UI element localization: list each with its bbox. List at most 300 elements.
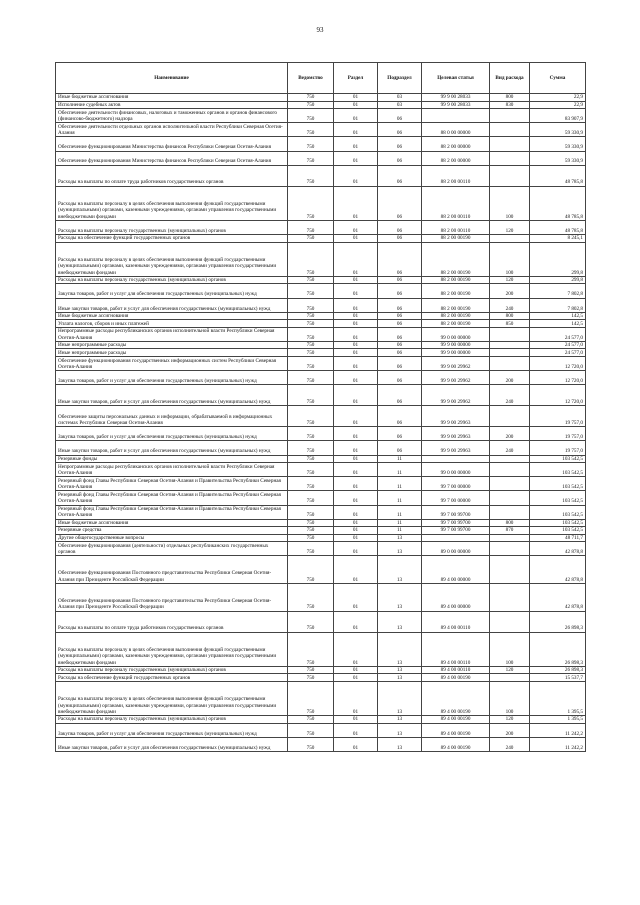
- row-expense-type: [490, 556, 530, 584]
- row-amount: 11 242,2: [530, 723, 586, 737]
- row-amount: 142,5: [530, 320, 586, 328]
- row-section: 01: [334, 349, 378, 357]
- row-target-article: 88 2 00 00190: [422, 312, 490, 320]
- row-subsection: 11: [378, 505, 422, 519]
- row-department: 750: [288, 151, 334, 165]
- row-expense-type: [490, 137, 530, 151]
- row-target-article: 88 2 00 00110: [422, 165, 490, 186]
- row-subsection: 06: [378, 406, 422, 427]
- row-target-article: 88 2 00 00190: [422, 276, 490, 284]
- table-row: [56, 165, 586, 186]
- row-amount: 22,9: [530, 101, 586, 109]
- row-target-article: 99 9 00 28033: [422, 94, 490, 102]
- row-name: Расходы на выплаты персоналу государственных (муниципальных) органов: [56, 220, 288, 234]
- row-amount: 59 330,9: [530, 151, 586, 165]
- row-amount: 103 542,5: [530, 527, 586, 535]
- table-row: [56, 151, 586, 165]
- row-expense-type: [490, 165, 530, 186]
- row-amount: 26 898,3: [530, 666, 586, 674]
- row-subsection: 03: [378, 101, 422, 109]
- row-subsection: 06: [378, 276, 422, 284]
- row-target-article: [422, 455, 490, 463]
- row-amount: 42 878,8: [530, 542, 586, 556]
- row-name: Расходы на выплаты персоналу в целях обеспечения выполнения функций государственными (муниципальными) органами, казенными учреждениями, органами управления государственными внебюджетными фондами: [56, 681, 288, 715]
- row-amount: 12 720,0: [530, 371, 586, 385]
- row-subsection: 06: [378, 220, 422, 234]
- row-expense-type: [490, 674, 530, 682]
- row-target-article: 89 4 00 00190: [422, 723, 490, 737]
- table-row: [56, 491, 586, 505]
- row-amount: 142,5: [530, 312, 586, 320]
- row-department: 750: [288, 165, 334, 186]
- row-amount: 42 878,8: [530, 584, 586, 612]
- row-expense-type: 830: [490, 101, 530, 109]
- row-target-article: 99 9 00 00000: [422, 341, 490, 349]
- table-row: [56, 666, 586, 674]
- row-department: 750: [288, 611, 334, 632]
- row-target-article: 88 2 00 00190: [422, 284, 490, 298]
- row-target-article: 89 4 00 00110: [422, 611, 490, 632]
- row-name: Обеспечение функционирования государственных информационных систем Республики Северная Осетия-Алания: [56, 356, 288, 370]
- row-section: 01: [334, 94, 378, 102]
- row-department: 750: [288, 94, 334, 102]
- row-department: 750: [288, 320, 334, 328]
- row-section: 01: [334, 220, 378, 234]
- row-section: 01: [334, 341, 378, 349]
- row-expense-type: 120: [490, 716, 530, 724]
- row-subsection: 06: [378, 385, 422, 406]
- row-expense-type: 100: [490, 186, 530, 220]
- row-target-article: [422, 109, 490, 123]
- row-section: 01: [334, 505, 378, 519]
- row-section: 01: [334, 632, 378, 666]
- row-amount: 59 330,9: [530, 123, 586, 137]
- row-name: Иные непрограммные расходы: [56, 349, 288, 357]
- row-subsection: 11: [378, 463, 422, 477]
- row-expense-type: 120: [490, 220, 530, 234]
- row-expense-type: [490, 455, 530, 463]
- row-expense-type: [490, 542, 530, 556]
- row-subsection: 03: [378, 94, 422, 102]
- row-expense-type: 800: [490, 312, 530, 320]
- row-subsection: 06: [378, 137, 422, 151]
- table-row: [56, 276, 586, 284]
- row-target-article: 88 2 00 00000: [422, 151, 490, 165]
- table-row: [56, 349, 586, 357]
- row-target-article: 99 9 00 29962: [422, 385, 490, 406]
- row-expense-type: [490, 123, 530, 137]
- row-name: Закупка товаров, работ и услуг для обеспечения государственных (муниципальных) нужд: [56, 284, 288, 298]
- row-section: 01: [334, 455, 378, 463]
- row-section: 01: [334, 477, 378, 491]
- table-row: [56, 242, 586, 276]
- row-amount: 48 785,8: [530, 186, 586, 220]
- row-section: 01: [334, 519, 378, 527]
- row-subsection: 06: [378, 242, 422, 276]
- row-section: 01: [334, 666, 378, 674]
- row-amount: 15 537,7: [530, 674, 586, 682]
- row-amount: 7 802,8: [530, 298, 586, 312]
- row-target-article: 99 7 00 99700: [422, 505, 490, 519]
- row-expense-type: 850: [490, 320, 530, 328]
- row-name: Расходы на выплаты персоналу в целях обеспечения выполнения функций государственными (муниципальными) органами, казенными учреждениями, органами управления государственными внебюджетными фондами: [56, 242, 288, 276]
- row-subsection: 13: [378, 611, 422, 632]
- row-department: 750: [288, 220, 334, 234]
- row-section: 01: [334, 298, 378, 312]
- row-subsection: 11: [378, 477, 422, 491]
- row-name: Уплата налогов, сборов и иных платежей: [56, 320, 288, 328]
- row-section: 01: [334, 681, 378, 715]
- row-amount: 103 542,5: [530, 477, 586, 491]
- row-target-article: 89 4 00 00000: [422, 584, 490, 612]
- row-subsection: 06: [378, 186, 422, 220]
- row-expense-type: 240: [490, 737, 530, 751]
- row-expense-type: 100: [490, 242, 530, 276]
- row-name: Расходы на выплаты по оплате труда работников государственных органов: [56, 611, 288, 632]
- row-expense-type: [490, 341, 530, 349]
- row-subsection: 06: [378, 298, 422, 312]
- row-name: Резервный фонд Главы Республики Северная Осетия-Алания и Правительства Республики Северная Осетия-Алания: [56, 505, 288, 519]
- row-section: 01: [334, 165, 378, 186]
- row-department: 750: [288, 527, 334, 535]
- header-amount: Сумма: [530, 63, 586, 94]
- row-amount: 26 898,3: [530, 632, 586, 666]
- row-department: 750: [288, 341, 334, 349]
- row-department: 750: [288, 632, 334, 666]
- row-subsection: 06: [378, 441, 422, 455]
- row-department: 750: [288, 737, 334, 751]
- row-name: Закупка товаров, работ и услуг для обеспечения государственных (муниципальных) нужд: [56, 427, 288, 441]
- row-subsection: 06: [378, 349, 422, 357]
- table-row: [56, 737, 586, 751]
- table-row: [56, 298, 586, 312]
- row-expense-type: [490, 327, 530, 341]
- row-name: Расходы на выплаты персоналу государственных (муниципальных) органов: [56, 276, 288, 284]
- table-row: [56, 123, 586, 137]
- row-section: 01: [334, 137, 378, 151]
- row-name: Обеспечение защиты персональных данных и информации, обрабатываемой в информационных системах Республики Северная Осетия-Алания: [56, 406, 288, 427]
- row-section: 01: [334, 534, 378, 542]
- row-department: 750: [288, 519, 334, 527]
- row-department: 750: [288, 723, 334, 737]
- row-department: 750: [288, 406, 334, 427]
- row-amount: 24 577,0: [530, 349, 586, 357]
- row-target-article: 99 9 00 00000: [422, 349, 490, 357]
- row-amount: 12 720,0: [530, 356, 586, 370]
- row-subsection: 11: [378, 455, 422, 463]
- row-target-article: 99 9 00 29963: [422, 427, 490, 441]
- row-department: 750: [288, 242, 334, 276]
- row-target-article: 99 0 00 00000: [422, 327, 490, 341]
- row-expense-type: 200: [490, 427, 530, 441]
- row-name: Иные закупки товаров, работ и услуг для обеспечения государственных (муниципальных) нужд: [56, 298, 288, 312]
- row-section: 01: [334, 312, 378, 320]
- row-name: Исполнение судебных актов: [56, 101, 288, 109]
- row-name: Обеспечение функционирования Министерства финансов Республики Северная Осетия-Алания: [56, 151, 288, 165]
- table-row: [56, 681, 586, 715]
- row-name: Расходы на выплаты персоналу государственных (муниципальных) органов: [56, 716, 288, 724]
- row-amount: 19 757,0: [530, 406, 586, 427]
- row-amount: 299,8: [530, 242, 586, 276]
- row-section: 01: [334, 556, 378, 584]
- table-row: [56, 716, 586, 724]
- row-name: Иные закупки товаров, работ и услуг для обеспечения государственных (муниципальных) нужд: [56, 737, 288, 751]
- row-amount: 22,9: [530, 94, 586, 102]
- row-subsection: 11: [378, 491, 422, 505]
- row-section: 01: [334, 101, 378, 109]
- row-expense-type: 200: [490, 723, 530, 737]
- table-row: [56, 723, 586, 737]
- row-name: Иные бюджетные ассигнования: [56, 94, 288, 102]
- row-amount: 1 395,5: [530, 681, 586, 715]
- row-target-article: 99 9 00 28033: [422, 101, 490, 109]
- row-expense-type: 800: [490, 94, 530, 102]
- table-row: [56, 584, 586, 612]
- row-subsection: 11: [378, 519, 422, 527]
- table-row: [56, 284, 586, 298]
- row-target-article: 99 0 00 00000: [422, 463, 490, 477]
- header-expense-type: Вид расхода: [490, 63, 530, 94]
- table-row: [56, 320, 586, 328]
- row-amount: 103 542,5: [530, 505, 586, 519]
- row-subsection: 13: [378, 632, 422, 666]
- row-expense-type: 120: [490, 276, 530, 284]
- row-section: 01: [334, 320, 378, 328]
- row-target-article: 88 2 00 00190: [422, 298, 490, 312]
- table-row: [56, 406, 586, 427]
- row-department: 750: [288, 137, 334, 151]
- row-target-article: 88 2 00 00110: [422, 186, 490, 220]
- table-row: [56, 477, 586, 491]
- row-subsection: 13: [378, 723, 422, 737]
- row-department: 750: [288, 123, 334, 137]
- row-department: 750: [288, 455, 334, 463]
- row-name: Расходы на обеспечение функций государственных органов: [56, 235, 288, 243]
- row-expense-type: 240: [490, 385, 530, 406]
- row-subsection: 06: [378, 327, 422, 341]
- table-row: [56, 505, 586, 519]
- row-target-article: 99 7 00 99700: [422, 519, 490, 527]
- row-target-article: 88 2 00 00190: [422, 320, 490, 328]
- row-department: 750: [288, 674, 334, 682]
- row-target-article: 99 9 00 29962: [422, 371, 490, 385]
- row-amount: 48 785,8: [530, 165, 586, 186]
- table-row: [56, 611, 586, 632]
- row-expense-type: [490, 151, 530, 165]
- row-department: 750: [288, 327, 334, 341]
- row-name: Иные бюджетные ассигнования: [56, 312, 288, 320]
- row-target-article: 99 9 00 29962: [422, 356, 490, 370]
- row-subsection: 13: [378, 674, 422, 682]
- row-name: Обеспечение функционирования Министерства финансов Республики Северная Осетия-Алания: [56, 137, 288, 151]
- row-amount: 48 785,8: [530, 220, 586, 234]
- row-amount: 103 542,5: [530, 463, 586, 477]
- row-expense-type: [490, 406, 530, 427]
- row-amount: 299,8: [530, 276, 586, 284]
- page-number: 93: [316, 26, 324, 34]
- table-row: [56, 441, 586, 455]
- row-section: 01: [334, 356, 378, 370]
- table-row: [56, 109, 586, 123]
- row-amount: 59 330,9: [530, 137, 586, 151]
- row-section: 01: [334, 584, 378, 612]
- row-amount: 24 577,0: [530, 341, 586, 349]
- row-name: Закупка товаров, работ и услуг для обеспечения государственных (муниципальных) нужд: [56, 371, 288, 385]
- row-section: 01: [334, 611, 378, 632]
- row-name: Резервный фонд Главы Республики Северная Осетия-Алания и Правительства Республики Северная Осетия-Алания: [56, 491, 288, 505]
- row-target-article: 89 4 00 00190: [422, 716, 490, 724]
- row-department: 750: [288, 101, 334, 109]
- row-expense-type: [490, 109, 530, 123]
- row-name: Иные непрограммные расходы: [56, 341, 288, 349]
- row-section: 01: [334, 527, 378, 535]
- row-department: 750: [288, 441, 334, 455]
- row-expense-type: 200: [490, 371, 530, 385]
- table-row: [56, 356, 586, 370]
- row-name: Закупка товаров, работ и услуг для обеспечения государственных (муниципальных) нужд: [56, 723, 288, 737]
- table-row: [56, 101, 586, 109]
- row-department: 750: [288, 312, 334, 320]
- row-subsection: 13: [378, 556, 422, 584]
- row-section: 01: [334, 284, 378, 298]
- row-department: 750: [288, 349, 334, 357]
- row-amount: 103 542,5: [530, 519, 586, 527]
- row-name: Резервные средства: [56, 527, 288, 535]
- table-row: [56, 327, 586, 341]
- row-target-article: 99 7 00 00000: [422, 491, 490, 505]
- row-subsection: 13: [378, 534, 422, 542]
- row-subsection: 13: [378, 737, 422, 751]
- row-expense-type: [490, 505, 530, 519]
- table-row: [56, 385, 586, 406]
- row-amount: 12 720,0: [530, 385, 586, 406]
- row-expense-type: 800: [490, 519, 530, 527]
- header-section: Раздел: [334, 63, 378, 94]
- row-section: 01: [334, 327, 378, 341]
- row-name: Расходы на выплаты персоналу государственных (муниципальных) органов: [56, 666, 288, 674]
- row-target-article: 89 4 00 00190: [422, 681, 490, 715]
- header-subsection: Подраздел: [378, 63, 422, 94]
- row-department: 750: [288, 276, 334, 284]
- row-target-article: 99 9 00 29963: [422, 441, 490, 455]
- row-target-article: 88 2 00 00190: [422, 242, 490, 276]
- row-section: 01: [334, 186, 378, 220]
- row-department: 750: [288, 542, 334, 556]
- table-row: [56, 463, 586, 477]
- row-name: Обеспечение деятельности финансовых, налоговых и таможенных органов и органов финансового (финансово-бюджетного) надзора: [56, 109, 288, 123]
- row-department: 750: [288, 109, 334, 123]
- row-amount: 24 577,0: [530, 327, 586, 341]
- table-row: [56, 632, 586, 666]
- row-subsection: 13: [378, 666, 422, 674]
- table-row: [56, 341, 586, 349]
- row-section: 01: [334, 723, 378, 737]
- row-subsection: 06: [378, 123, 422, 137]
- row-section: 01: [334, 674, 378, 682]
- row-name: Обеспечение деятельности отдельных органов исполнительной власти Республики Северная Осетия-Алания: [56, 123, 288, 137]
- row-amount: 7 802,8: [530, 284, 586, 298]
- table-row: [56, 527, 586, 535]
- row-department: 750: [288, 284, 334, 298]
- header-department: Ведомство: [288, 63, 334, 94]
- table-row: [56, 371, 586, 385]
- row-subsection: 13: [378, 584, 422, 612]
- row-name: Резервный фонд Главы Республики Северная Осетия-Алания и Правительства Республики Северная Осетия-Алания: [56, 477, 288, 491]
- row-department: 750: [288, 463, 334, 477]
- row-subsection: 06: [378, 165, 422, 186]
- row-expense-type: 100: [490, 632, 530, 666]
- row-expense-type: [490, 491, 530, 505]
- header-target-article: Целевая статья: [422, 63, 490, 94]
- row-name: Иные закупки товаров, работ и услуг для обеспечения государственных (муниципальных) нужд: [56, 441, 288, 455]
- table-header-row: [56, 63, 586, 94]
- row-subsection: 06: [378, 284, 422, 298]
- row-department: 750: [288, 298, 334, 312]
- row-section: 01: [334, 235, 378, 243]
- table-row: [56, 137, 586, 151]
- row-subsection: 06: [378, 109, 422, 123]
- row-department: 750: [288, 356, 334, 370]
- row-section: 01: [334, 542, 378, 556]
- row-section: 01: [334, 406, 378, 427]
- row-target-article: [422, 534, 490, 542]
- row-target-article: 88 2 00 00000: [422, 137, 490, 151]
- row-target-article: 89 4 00 00190: [422, 674, 490, 682]
- row-target-article: 88 2 00 00190: [422, 235, 490, 243]
- row-expense-type: 100: [490, 681, 530, 715]
- row-expense-type: [490, 463, 530, 477]
- row-expense-type: 240: [490, 298, 530, 312]
- row-department: 750: [288, 186, 334, 220]
- row-target-article: 89 4 00 00110: [422, 632, 490, 666]
- row-expense-type: [490, 477, 530, 491]
- table-row: [56, 534, 586, 542]
- row-department: 750: [288, 385, 334, 406]
- table-row: [56, 312, 586, 320]
- row-name: Обеспечение функционирования Постоянного представительства Республики Северная Осетия-Алания при Президенте Российской Федерации: [56, 556, 288, 584]
- table-row: [56, 556, 586, 584]
- table-row: [56, 220, 586, 234]
- row-amount: 26 898,3: [530, 611, 586, 632]
- row-amount: 1 395,5: [530, 716, 586, 724]
- row-department: 750: [288, 235, 334, 243]
- row-subsection: 06: [378, 312, 422, 320]
- row-expense-type: [490, 611, 530, 632]
- row-subsection: 06: [378, 341, 422, 349]
- row-name: Расходы на обеспечение функций государственных органов: [56, 674, 288, 682]
- row-name: Непрограммные расходы республиканских органов исполнительной власти Республики Северная Осетия-Алания: [56, 327, 288, 341]
- row-target-article: 89 4 00 00000: [422, 556, 490, 584]
- header-name: Наименование: [56, 63, 288, 94]
- row-amount: 103 542,5: [530, 491, 586, 505]
- row-department: 750: [288, 584, 334, 612]
- table-row: [56, 235, 586, 243]
- row-expense-type: [490, 235, 530, 243]
- row-section: 01: [334, 427, 378, 441]
- row-expense-type: 240: [490, 441, 530, 455]
- row-name: Обеспечение функционирования Постоянного представительства Республики Северная Осетия-Алания при Президенте Российской Федерации: [56, 584, 288, 612]
- row-section: 01: [334, 242, 378, 276]
- row-expense-type: 120: [490, 666, 530, 674]
- row-target-article: 99 9 00 29963: [422, 406, 490, 427]
- row-target-article: 99 7 00 99700: [422, 527, 490, 535]
- row-subsection: 06: [378, 427, 422, 441]
- row-section: 01: [334, 109, 378, 123]
- row-subsection: 06: [378, 151, 422, 165]
- row-expense-type: [490, 534, 530, 542]
- row-expense-type: [490, 584, 530, 612]
- row-subsection: 13: [378, 681, 422, 715]
